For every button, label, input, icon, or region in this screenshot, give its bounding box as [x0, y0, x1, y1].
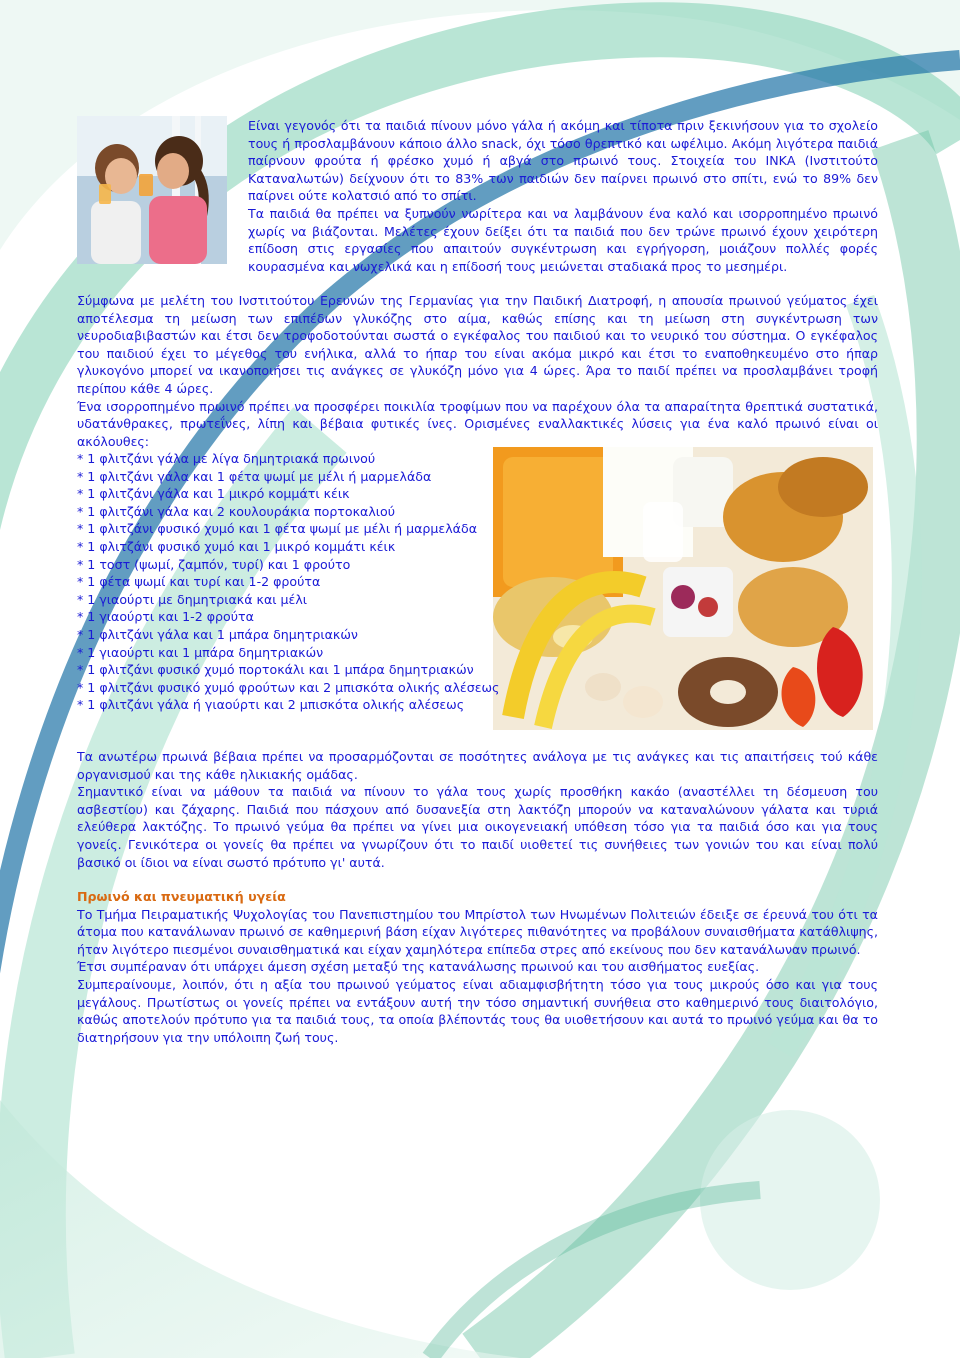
body-paragraph: Έτσι συμπέραναν ότι υπάρχει άμεση σχέση μεταξύ της κατανάλωσης πρωινού και του αισθήματος ευεξίας.: [77, 959, 760, 975]
list-item: * 1 γιαούρτι και 1 μπάρα δημητριακών: [77, 644, 324, 660]
list-item: * 1 φλιτζάνι γάλα και 1 μπάρα δημητριακών: [77, 626, 358, 642]
intro-paragraph: Τα παιδιά θα πρέπει να ξυπνούν νωρίτερα και να λαμβάνουν ένα καλό και ισορροπημένο πρωινό χωρίς να βιάζονται. Μελέτες έχουν δείξει ότι τα παιδιά που δεν τρώνε πρωινό έχουν χειρότερη επίδοση στις εργασίες που απαιτούν συγκέντρωση και εγρήγορση, μοιάζουν πολλές φορές κουρασμένα και νωχελικά και η επίδοσή τους μειώνεται σταδιακά προς το μεσημέρι.: [248, 205, 878, 274]
list-item: * 1 τοστ (ψωμί, ζαμπόν, τυρί) και 1 φρούτο: [77, 556, 351, 572]
intro-paragraph: Είναι γεγονός ότι τα παιδιά πίνουν μόνο γάλα ή ακόμη και τίποτα πριν ξεκινήσουν για το σχολείο τους ή προσλαμβάνουν κάποιο άλλο snack, όχι τόσο θρεπτικό και ωφέλιμο. Ακόμη λιγότερα παιδιά παίρνουν φρούτα ή φρέσκο χυμό ή αβγά στο πρωινό τους. Στοιχεία του ΙΝΚΑ (Ινστιτούτο Καταναλωτών) δείχνουν ότι το 83% των παιδιών δεν παίρνει πρωινό στο σπίτι, ενώ το 89% δεν παίρνει ούτε κολατσιό από το σπίτι.: [248, 118, 878, 204]
body-paragraph: Σύμφωνα με μελέτη του Ινστιτούτου Ερευνών της Γερμανίας για την Παιδική Διατροφή, η απουσία πρωινού γεύματος έχει αποτέλεσμα τη μείωση των επιπέδων γλυκόζης στο αίμα, καθώς επίσης και τη μείωση στη συγκέντρωση των νευροδιαβιβαστών και έτσι δεν τροφοδοτούνται σωστά ο εγκέφαλος του παιδιού και το νευρικό του σύστημα. Ο εγκέφαλος του παιδιού έχει το μέγεθος του ενήλικα, αλλά το ήπαρ του είναι ακόμα μικρό και έτσι το εναποθηκευμένο στο ήπαρ γλυκογόνο μπορεί να ικανοποιήσει τις ανάγκες σε γλυκόζη μόνο για 4 ώρες. Άρα το παιδί πρέπει να προσλαμβάνει τροφή περίπου κάθε 4 ώρες.: [77, 293, 878, 396]
list-item: * 1 φλιτζάνι φυσικό χυμό φρούτων και 2 μπισκότα ολικής αλέσεως: [77, 679, 500, 695]
section-heading: Πρωινό και πνευματική υγεία: [77, 889, 286, 904]
list-item: * 1 φλιτζάνι φυσικό χυμό και 1 φέτα ψωμί με μέλι ή μαρμελάδα: [77, 521, 477, 537]
main-text-block: [77, 292, 878, 450]
list-item: * 1 φέτα ψωμί και τυρί και 1-2 φρούτα: [77, 574, 321, 590]
breakfast-options-list: [77, 450, 507, 714]
list-item: * 1 φλιτζάνι γάλα και 1 μικρό κομμάτι κέικ: [77, 486, 350, 502]
list-item: * 1 γιαούρτι με δημητριακά και μέλι: [77, 591, 308, 607]
list-item: * 1 φλιτζάνι γάλα και 2 κουλουράκια πορτοκαλιού: [77, 503, 396, 519]
body-paragraph: Τα ανωτέρω πρωινά βέβαια πρέπει να προσαρμόζονται σε ποσότητες ανάλογα με τις ανάγκες και τις απαιτήσεις τού κάθε οργανισμού και της κάθε ηλικιακής ομάδας.: [77, 749, 878, 782]
body-paragraph: Συμπεραίνουμε, λοιπόν, ότι η αξία του πρωινού γεύματος είναι αδιαμφισβήτητη τόσο για τους μικρούς όσο και για τους μεγάλους. Πρωτίστως οι γονείς πρέπει να εντάξουν αυτή την τόσο σημαντική συνήθεια στο καθημερινό τους διαιτολόγιο, καθώς αποτελούν πρότυπο για τα παιδιά τους, τα οποία βλέποντάς τους θα υιοθετήσουν και αυτά το πρωινό γεύμα και θα το διατηρήσουν για την υπόλοιπη ζωή τους.: [77, 976, 878, 1045]
intro-text-block: [248, 117, 878, 275]
list-item: * 1 φλιτζάνι φυσικό χυμό πορτοκάλι και 1 μπάρα δημητριακών: [77, 662, 474, 678]
list-item: * 1 φλιτζάνι γάλα με λίγα δημητριακά πρωινού: [77, 451, 376, 466]
list-item: * 1 φλιτζάνι γάλα ή γιαούρτι και 2 μπισκότα ολικής αλέσεως: [77, 697, 465, 713]
body-paragraph: Σημαντικό είναι να μάθουν τα παιδιά να πίνουν το γάλα τους χωρίς προσθήκη κακάο (αναστέλλει τη δέσμευση του ασβεστίου) και ζάχαρης. Παιδιά που πάσχουν από δυσανεξία στη λακτόζη μπορούν να καταναλώνουν γάλατα και τυριά ελεύθερα λακτόζης. Το πρωινό γεύμα θα πρέπει να γίνει μια οικογενειακή υπόθεση τόσο για τα παιδιά όσο και για τους γονείς. Γενικότερα οι γονείς θα πρέπει να γνωρίζουν ότι το παιδί υιοθετεί τις συνήθειες των γονιών του και είναι πολύ βασικό οι ίδιοι να είναι σωστό πρότυπο γι' αυτά.: [77, 784, 878, 870]
list-item: * 1 φλιτζάνι φυσικό χυμό και 1 μικρό κομμάτι κέικ: [77, 538, 396, 554]
recommendations-text-block: [77, 748, 878, 871]
mental-health-section: [77, 888, 878, 1046]
body-paragraph: Ένα ισορροπημένο πρωινό πρέπει να προσφέρει ποικιλία τροφίμων που να παρέχουν όλα τα απαραίτητα θρεπτικά συστατικά, υδατάνθρακες, πρωτεΐνες, λίπη και βέβαια φυτικές ίνες. Ορισμένες εναλλακτικές λύσεις για ένα καλό πρωινό είναι οι ακόλουθες:: [77, 398, 878, 449]
list-item: * 1 γιαούρτι και 1-2 φρούτα: [77, 609, 254, 625]
body-paragraph: Το Τμήμα Πειραματικής Ψυχολογίας του Πανεπιστημίου του Μπρίστολ των Ηνωμένων Πολιτειών έδειξε σε έρευνά του ότι τα άτομα που κατανάλωναν πρωινό σε καθημερινή βάση είχαν λιγότερες πιθανότητες να προβάλουν συναισθήματα κατάθλιψης, ήταν λιγότερο πιεσμένοι συναισθηματικά και είχαν χαμηλότερα επίπεδα στρες από εκείνους που δεν κατανάλωναν πρωινό.: [77, 906, 878, 957]
list-item: * 1 φλιτζάνι γάλα και 1 φέτα ψωμί με μέλι ή μαρμελάδα: [77, 468, 432, 484]
